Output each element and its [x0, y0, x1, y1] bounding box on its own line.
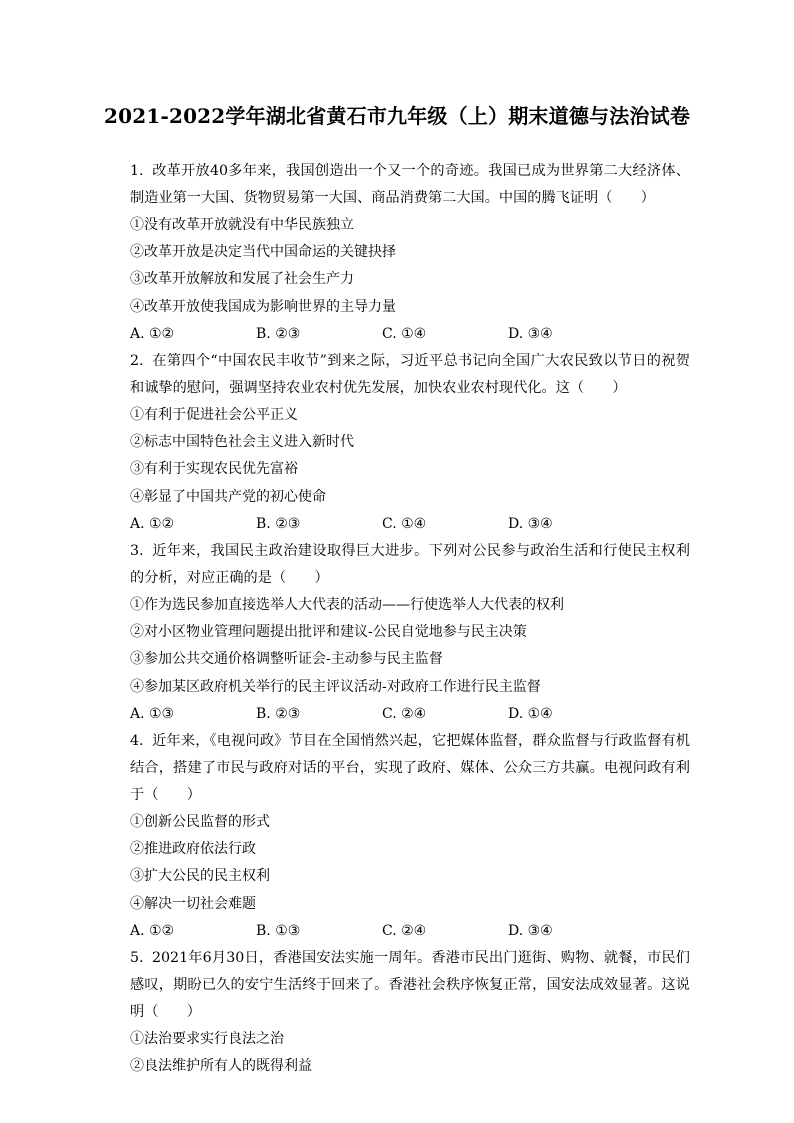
question-4 — [130, 728, 690, 945]
statement-option: ①创新公民监督的形式 — [130, 814, 270, 831]
statement-option: ②标志中国特色社会主义进入新时代 — [130, 434, 354, 451]
question-2 — [130, 348, 690, 538]
question-stem — [130, 728, 690, 809]
question-number: 2. — [130, 353, 144, 370]
question-stem — [130, 158, 690, 212]
answer-choice: B. ②③ — [256, 325, 301, 342]
statement-option: ①没有改革开放就没有中华民族独立 — [130, 217, 354, 233]
statement-option: ②推进政府依法行政 — [130, 841, 256, 858]
statement-option: ①有利于促进社会公平正义 — [130, 407, 298, 424]
statement-option: ④彰显了中国共产党的初心使命 — [130, 488, 326, 505]
question-number: 5. — [130, 950, 144, 967]
answer-choice: C. ①④ — [382, 325, 427, 342]
answer-choice: D. ③④ — [508, 922, 553, 939]
answer-choice: C. ②④ — [382, 705, 427, 722]
answer-choice: D. ③④ — [508, 325, 553, 342]
statement-option: ②良法维护所有人的既得利益 — [130, 1058, 312, 1075]
question-text: 改革开放40多年来，我国创造出一个又一个的奇迹。我国已成为世界第二大经济体、制造业第一大国、货物贸易第一大国、商品消费第二大国。中国的腾飞证明（ ） — [130, 163, 690, 206]
answer-choices — [130, 321, 690, 348]
question-text: 近年来，《电视问政》节目在全国悄然兴起，它把媒体监督，群众监督与行政监督有机结合，搭建了市民与政府对话的平台，实现了政府、媒体、公众三方共赢。电视问政有利于（ ） — [130, 733, 690, 804]
question-number: 1. — [130, 163, 144, 179]
question-text: 2021年6月30日，香港国安法实施一周年。香港市民出门逛街、购物、就餐，市民们感叹，期盼已久的安宁生活终于回来了。香港社会秩序恢复正常，国安法成效显著。这说明（ ） — [130, 950, 690, 1021]
question-stem — [130, 348, 690, 402]
answer-choices — [130, 511, 690, 538]
statement-option: ②对小区物业管理问题提出批评和建议-公民自觉地参与民主决策 — [130, 624, 527, 641]
statement-option: ③扩大公民的民主权利 — [130, 868, 270, 885]
answer-choice: A. ①② — [130, 515, 175, 532]
question-3 — [130, 538, 690, 728]
question-5 — [130, 945, 690, 1080]
statement-option: ③改革开放解放和发展了社会生产力 — [130, 271, 354, 288]
answer-choice: C. ②④ — [382, 922, 427, 939]
statement-option: ②改革开放是决定当代中国命运的关键抉择 — [130, 244, 396, 261]
exam-title: 2021-2022学年湖北省黄石市九年级（上）期末道德与法治试卷 — [103, 104, 691, 128]
statement-option: ④改革开放使我国成为影响世界的主导力量 — [130, 298, 396, 315]
answer-choice: D. ③④ — [508, 515, 553, 532]
question-text: 近年来，我国民主政治建设取得巨大进步。下列对公民参与政治生活和行使民主权利的分析，对应正确的是（ ） — [130, 543, 690, 587]
answer-choice: C. ①④ — [382, 515, 427, 532]
answer-choice: A. ①② — [130, 922, 175, 939]
question-stem — [130, 945, 690, 1026]
statement-option: ④解决一切社会难题 — [130, 895, 256, 912]
question-1 — [130, 158, 690, 348]
answer-choices — [130, 918, 690, 945]
statement-option: ③参加公共交通价格调整听证会-主动参与民主监督 — [130, 651, 443, 668]
question-number: 4. — [130, 733, 144, 750]
question-text: 在第四个“中国农民丰收节”到来之际，习近平总书记向全国广大农民致以节日的祝贺和诚挚的慰问，强调坚持农业农村优先发展，加快农业农村现代化。这（ ） — [130, 353, 690, 397]
answer-choice: D. ①④ — [508, 705, 553, 722]
answer-choice: B. ②③ — [256, 515, 301, 532]
answer-choices — [130, 701, 690, 728]
question-stem — [130, 538, 690, 592]
statement-option: ①法治要求实行良法之治 — [130, 1031, 284, 1048]
question-number: 3. — [130, 543, 144, 560]
answer-choice: A. ①③ — [130, 705, 175, 722]
statement-option: ④参加某区政府机关举行的民主评议活动-对政府工作进行民主监督 — [130, 678, 541, 695]
answer-choice: A. ①② — [130, 325, 175, 342]
answer-choice: B. ②③ — [256, 705, 301, 722]
answer-choice: B. ①③ — [256, 922, 301, 939]
statement-option: ①作为选民参加直接选举人大代表的活动——行使选举人大代表的权利 — [130, 597, 564, 614]
question-list — [130, 158, 690, 1080]
statement-option: ③有利于实现农民优先富裕 — [130, 461, 298, 478]
